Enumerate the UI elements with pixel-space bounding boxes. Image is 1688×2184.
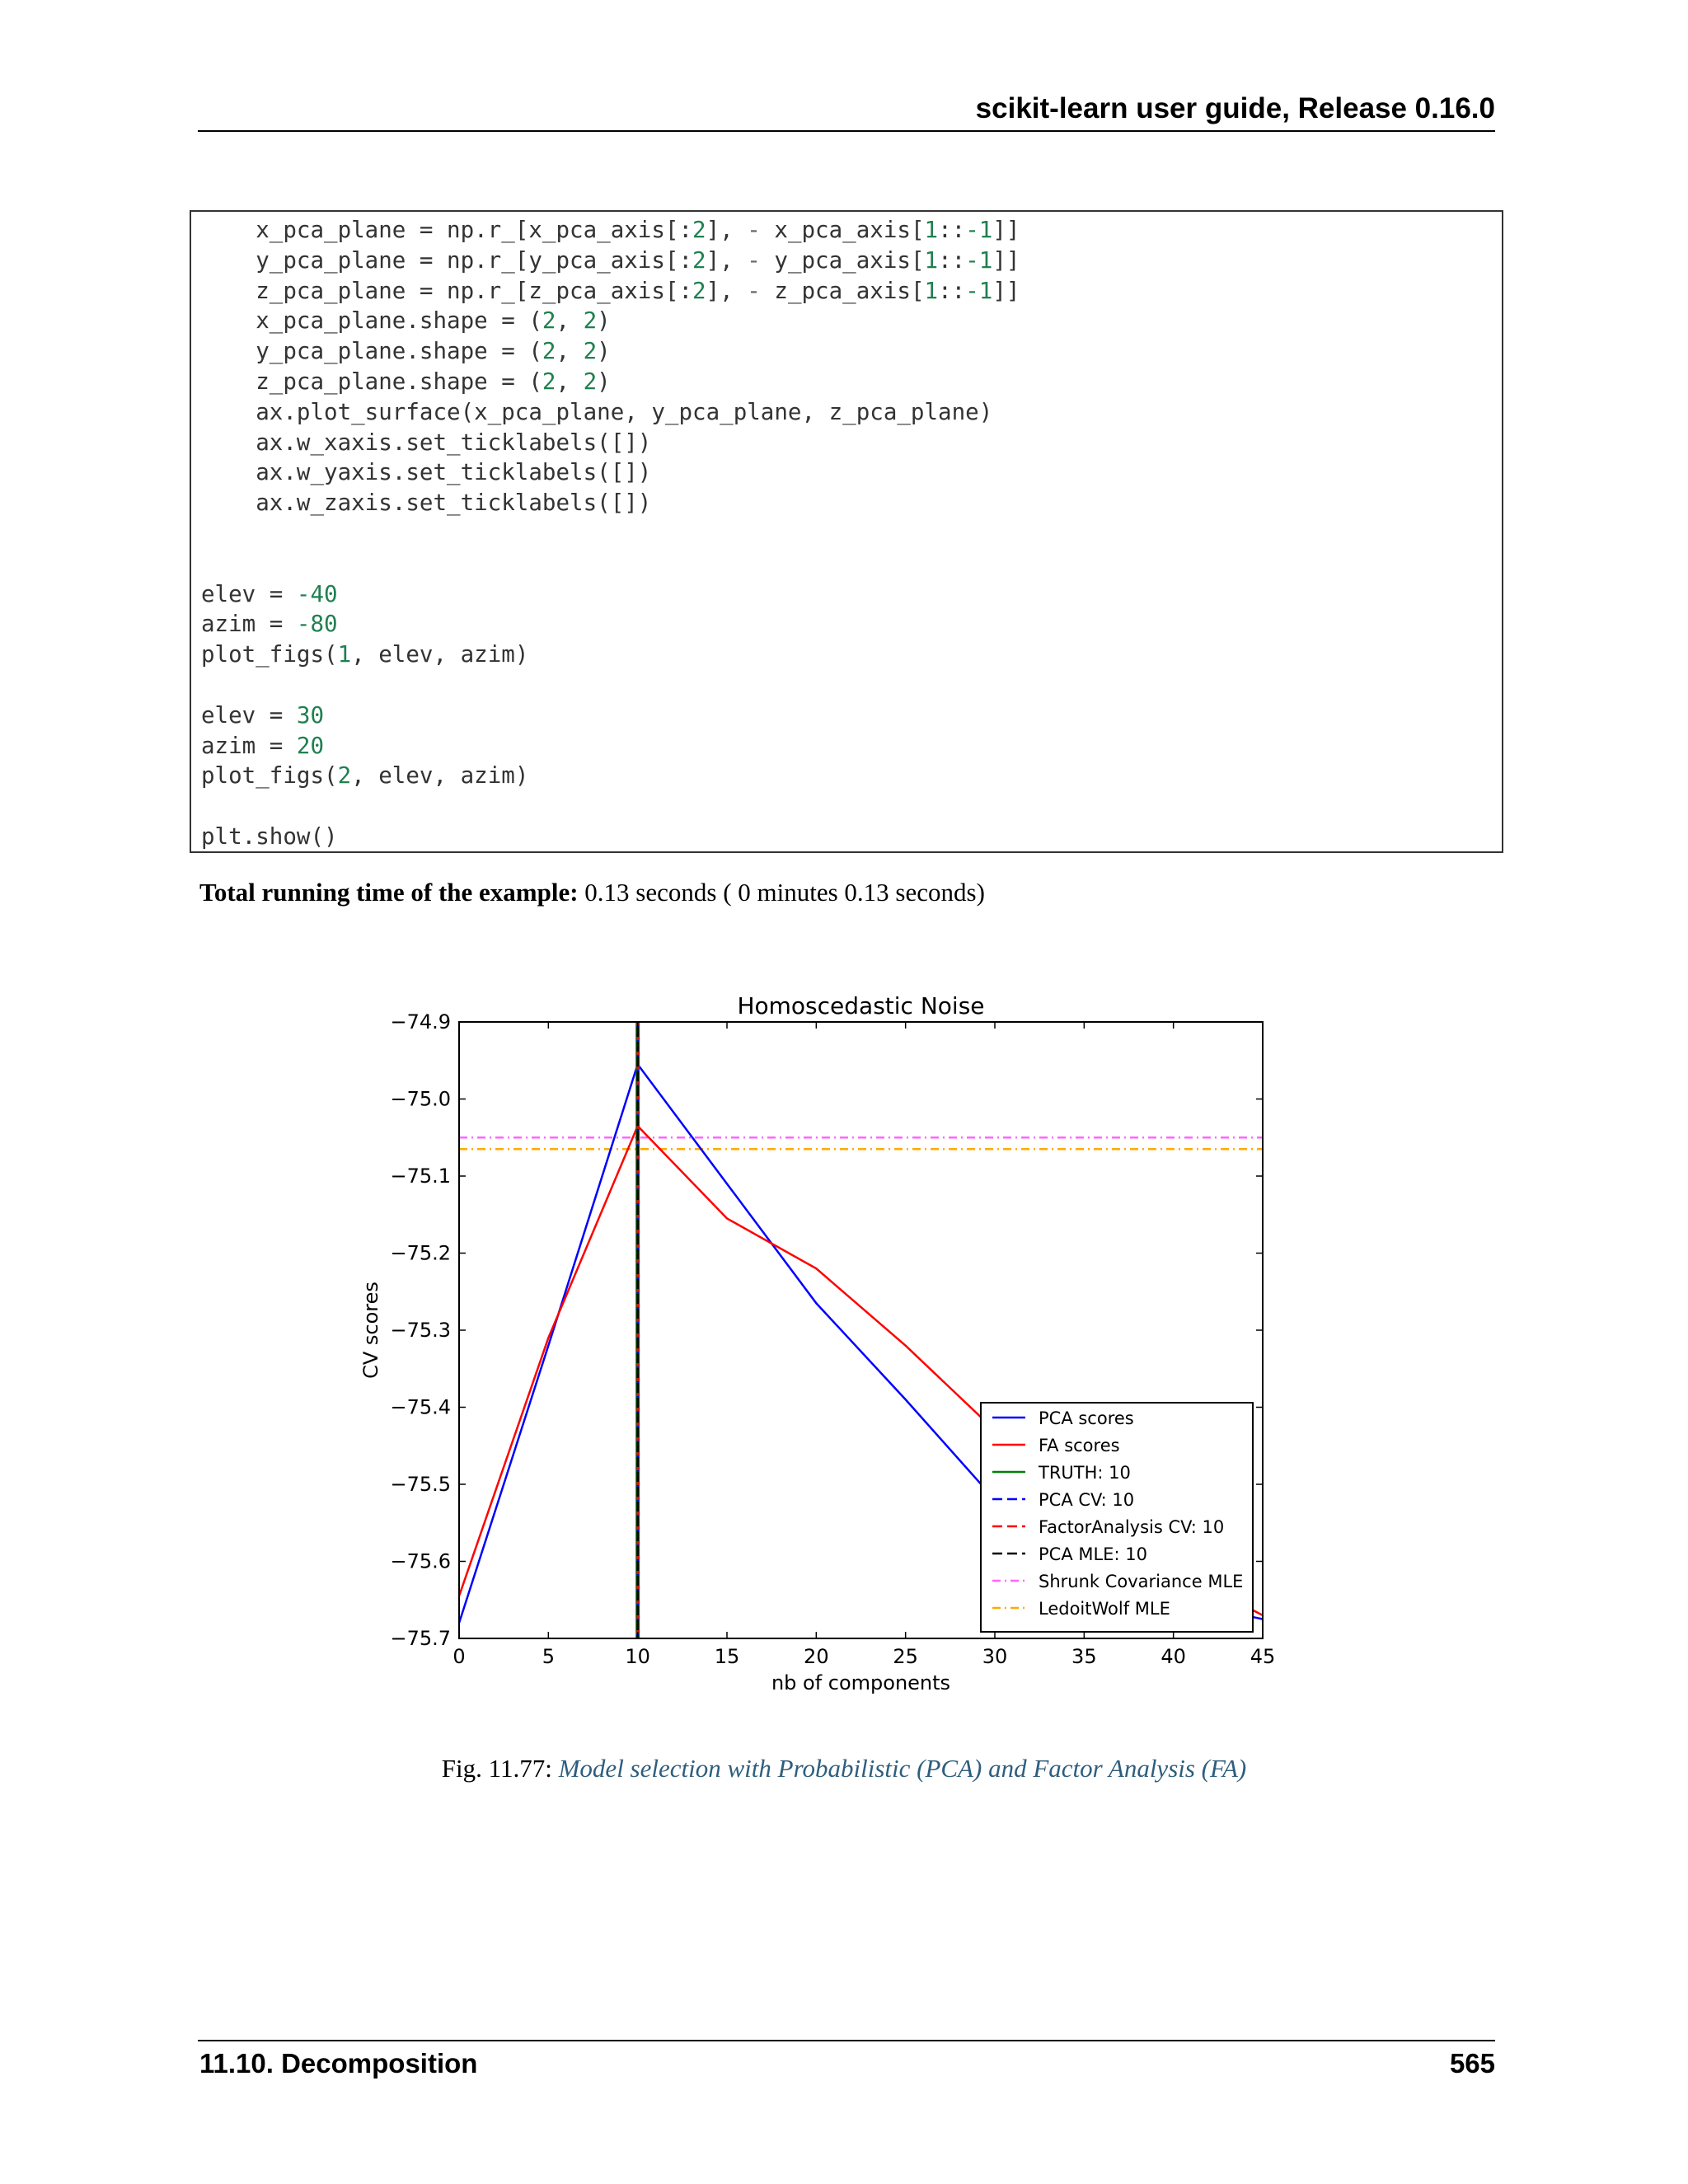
y-tick-label: −75.7 bbox=[390, 1627, 451, 1650]
figure bbox=[346, 977, 1294, 1710]
code-token: y_pca_axis[ bbox=[760, 246, 925, 274]
code-token: , elev, azim) bbox=[351, 641, 529, 668]
figure-caption bbox=[0, 1754, 1688, 1783]
x-tick-label: 25 bbox=[893, 1645, 918, 1668]
y-tick-label: −75.5 bbox=[390, 1473, 451, 1496]
header-rule bbox=[198, 130, 1495, 132]
x-tick-label: 5 bbox=[542, 1645, 555, 1668]
code-token: azim = bbox=[201, 732, 297, 759]
code-token: 2 bbox=[692, 217, 706, 243]
code-line bbox=[201, 368, 611, 395]
code-line bbox=[201, 733, 324, 759]
legend-label: FA scores bbox=[1039, 1436, 1120, 1455]
code-token: ) bbox=[597, 338, 611, 365]
x-axis-label: nb of components bbox=[771, 1671, 951, 1694]
code-token: -80 bbox=[296, 611, 338, 638]
y-tick-label: −75.3 bbox=[390, 1319, 451, 1342]
code-token: , bbox=[556, 368, 584, 395]
code-token: 2 bbox=[583, 338, 598, 365]
code-token: , bbox=[556, 338, 584, 365]
code-token: azim = bbox=[201, 611, 297, 638]
code-token: :: bbox=[938, 277, 966, 304]
code-token: ], bbox=[706, 277, 748, 304]
code-token: 30 bbox=[296, 701, 325, 729]
x-tick-label: 30 bbox=[982, 1645, 1008, 1668]
x-tick-label: 40 bbox=[1160, 1645, 1186, 1668]
x-tick-label: 15 bbox=[714, 1645, 740, 1668]
x-tick-label: 35 bbox=[1071, 1645, 1097, 1668]
code-token: 1 bbox=[924, 246, 939, 274]
code-token: z_pca_axis[ bbox=[760, 277, 925, 304]
x-tick-label: 10 bbox=[625, 1645, 650, 1668]
code-token: -40 bbox=[296, 580, 338, 607]
code-token: ]] bbox=[992, 217, 1020, 243]
legend-label: PCA scores bbox=[1039, 1408, 1134, 1428]
code-line bbox=[201, 581, 338, 607]
code-token: -1 bbox=[965, 277, 993, 304]
code-token: 2 bbox=[337, 762, 352, 790]
legend-label: LedoitWolf MLE bbox=[1039, 1599, 1170, 1619]
code-token: ], bbox=[706, 246, 748, 274]
code-token: z_pca_plane = np.r_[z_pca_axis[: bbox=[201, 277, 693, 304]
code-line bbox=[201, 338, 611, 364]
code-line bbox=[201, 459, 651, 485]
code-token: plot_figs( bbox=[201, 762, 338, 790]
code-token: ], bbox=[706, 217, 748, 243]
code-line bbox=[201, 217, 1020, 243]
code-line bbox=[201, 611, 338, 637]
code-token: 2 bbox=[542, 307, 556, 335]
code-token: ax.w_xaxis.set_ticklabels([]) bbox=[201, 429, 652, 456]
legend-label: FactorAnalysis CV: 10 bbox=[1039, 1517, 1225, 1537]
code-token: , elev, azim) bbox=[351, 762, 529, 790]
code-token: 1 bbox=[337, 641, 352, 668]
code-token: -1 bbox=[965, 217, 993, 243]
code-line bbox=[201, 490, 651, 516]
code-token: plot_figs( bbox=[201, 641, 338, 668]
legend-label: Shrunk Covariance MLE bbox=[1039, 1572, 1244, 1591]
code-line bbox=[201, 429, 651, 456]
code-token: x_pca_plane = np.r_[x_pca_axis[: bbox=[201, 217, 693, 243]
code-token: ax.w_zaxis.set_ticklabels([]) bbox=[201, 490, 652, 517]
code-line bbox=[201, 278, 1020, 304]
footer-page-number: 565 bbox=[1449, 2048, 1495, 2079]
y-tick-label: −74.9 bbox=[390, 1010, 451, 1033]
chart-title: Homoscedastic Noise bbox=[737, 992, 985, 1019]
code-line bbox=[201, 307, 611, 334]
page-header-title: scikit-learn user guide, Release 0.16.0 bbox=[975, 92, 1495, 124]
code-token: ]] bbox=[992, 246, 1020, 274]
code-token: plt.show() bbox=[201, 823, 338, 850]
code-token: elev = bbox=[201, 701, 297, 729]
footer-rule bbox=[198, 2040, 1495, 2041]
code-token: ax.plot_surface(x_pca_plane, y_pca_plane, z_pca_plane) bbox=[201, 398, 993, 425]
code-line bbox=[201, 823, 338, 850]
code-token: x_pca_axis[ bbox=[760, 217, 925, 243]
code-token: 2 bbox=[692, 277, 706, 304]
code-token: - bbox=[747, 277, 761, 304]
x-tick-label: 0 bbox=[452, 1645, 466, 1668]
y-axis-label: CV scores bbox=[359, 1282, 382, 1379]
runtime-value: 0.13 seconds ( 0 minutes 0.13 seconds) bbox=[584, 878, 985, 907]
cv-scores-chart bbox=[346, 977, 1294, 1710]
x-tick-label: 45 bbox=[1250, 1645, 1276, 1668]
code-token: 1 bbox=[924, 217, 939, 243]
code-token: -1 bbox=[965, 246, 993, 274]
code-line bbox=[201, 641, 528, 668]
code-token: - bbox=[747, 246, 761, 274]
footer-section: 11.10. Decomposition bbox=[199, 2048, 478, 2079]
code-token: ) bbox=[597, 368, 611, 395]
code-token: ax.w_yaxis.set_ticklabels([]) bbox=[201, 459, 652, 486]
code-token: y_pca_plane = np.r_[y_pca_axis[: bbox=[201, 246, 693, 274]
caption-link[interactable]: Model selection with Probabilistic (PCA) and Factor Analysis (FA) bbox=[558, 1754, 1247, 1783]
code-line bbox=[201, 702, 324, 729]
code-text bbox=[201, 215, 1020, 852]
code-token: y_pca_plane.shape = ( bbox=[201, 338, 542, 365]
caption-prefix: Fig. 11.77: bbox=[441, 1754, 552, 1783]
code-token: 2 bbox=[692, 246, 706, 274]
runtime-label: Total running time of the example: bbox=[199, 878, 579, 907]
code-block bbox=[190, 210, 1503, 853]
code-token: - bbox=[747, 217, 761, 243]
code-line bbox=[201, 247, 1020, 274]
y-tick-label: −75.2 bbox=[390, 1241, 451, 1265]
code-token: , bbox=[556, 307, 584, 335]
code-token: 2 bbox=[583, 368, 598, 395]
code-token: :: bbox=[938, 246, 966, 274]
code-token: ]] bbox=[992, 277, 1020, 304]
code-token: :: bbox=[938, 217, 966, 243]
code-token: x_pca_plane.shape = ( bbox=[201, 307, 542, 335]
y-tick-label: −75.1 bbox=[390, 1165, 451, 1188]
y-tick-label: −75.4 bbox=[390, 1395, 451, 1419]
code-token: 1 bbox=[924, 277, 939, 304]
code-token: 20 bbox=[296, 732, 325, 759]
x-tick-label: 20 bbox=[804, 1645, 829, 1668]
code-token: z_pca_plane.shape = ( bbox=[201, 368, 542, 395]
code-line bbox=[201, 762, 528, 789]
y-tick-label: −75.0 bbox=[390, 1087, 451, 1111]
legend-label: PCA CV: 10 bbox=[1039, 1490, 1135, 1510]
code-token: ) bbox=[597, 307, 611, 335]
code-token: elev = bbox=[201, 580, 297, 607]
code-token: 2 bbox=[542, 338, 556, 365]
code-token: 2 bbox=[542, 368, 556, 395]
y-tick-label: −75.6 bbox=[390, 1549, 451, 1573]
code-line bbox=[201, 399, 992, 425]
legend-label: PCA MLE: 10 bbox=[1039, 1544, 1147, 1564]
runtime-line bbox=[199, 878, 985, 907]
code-token: 2 bbox=[583, 307, 598, 335]
legend-label: TRUTH: 10 bbox=[1039, 1463, 1131, 1483]
